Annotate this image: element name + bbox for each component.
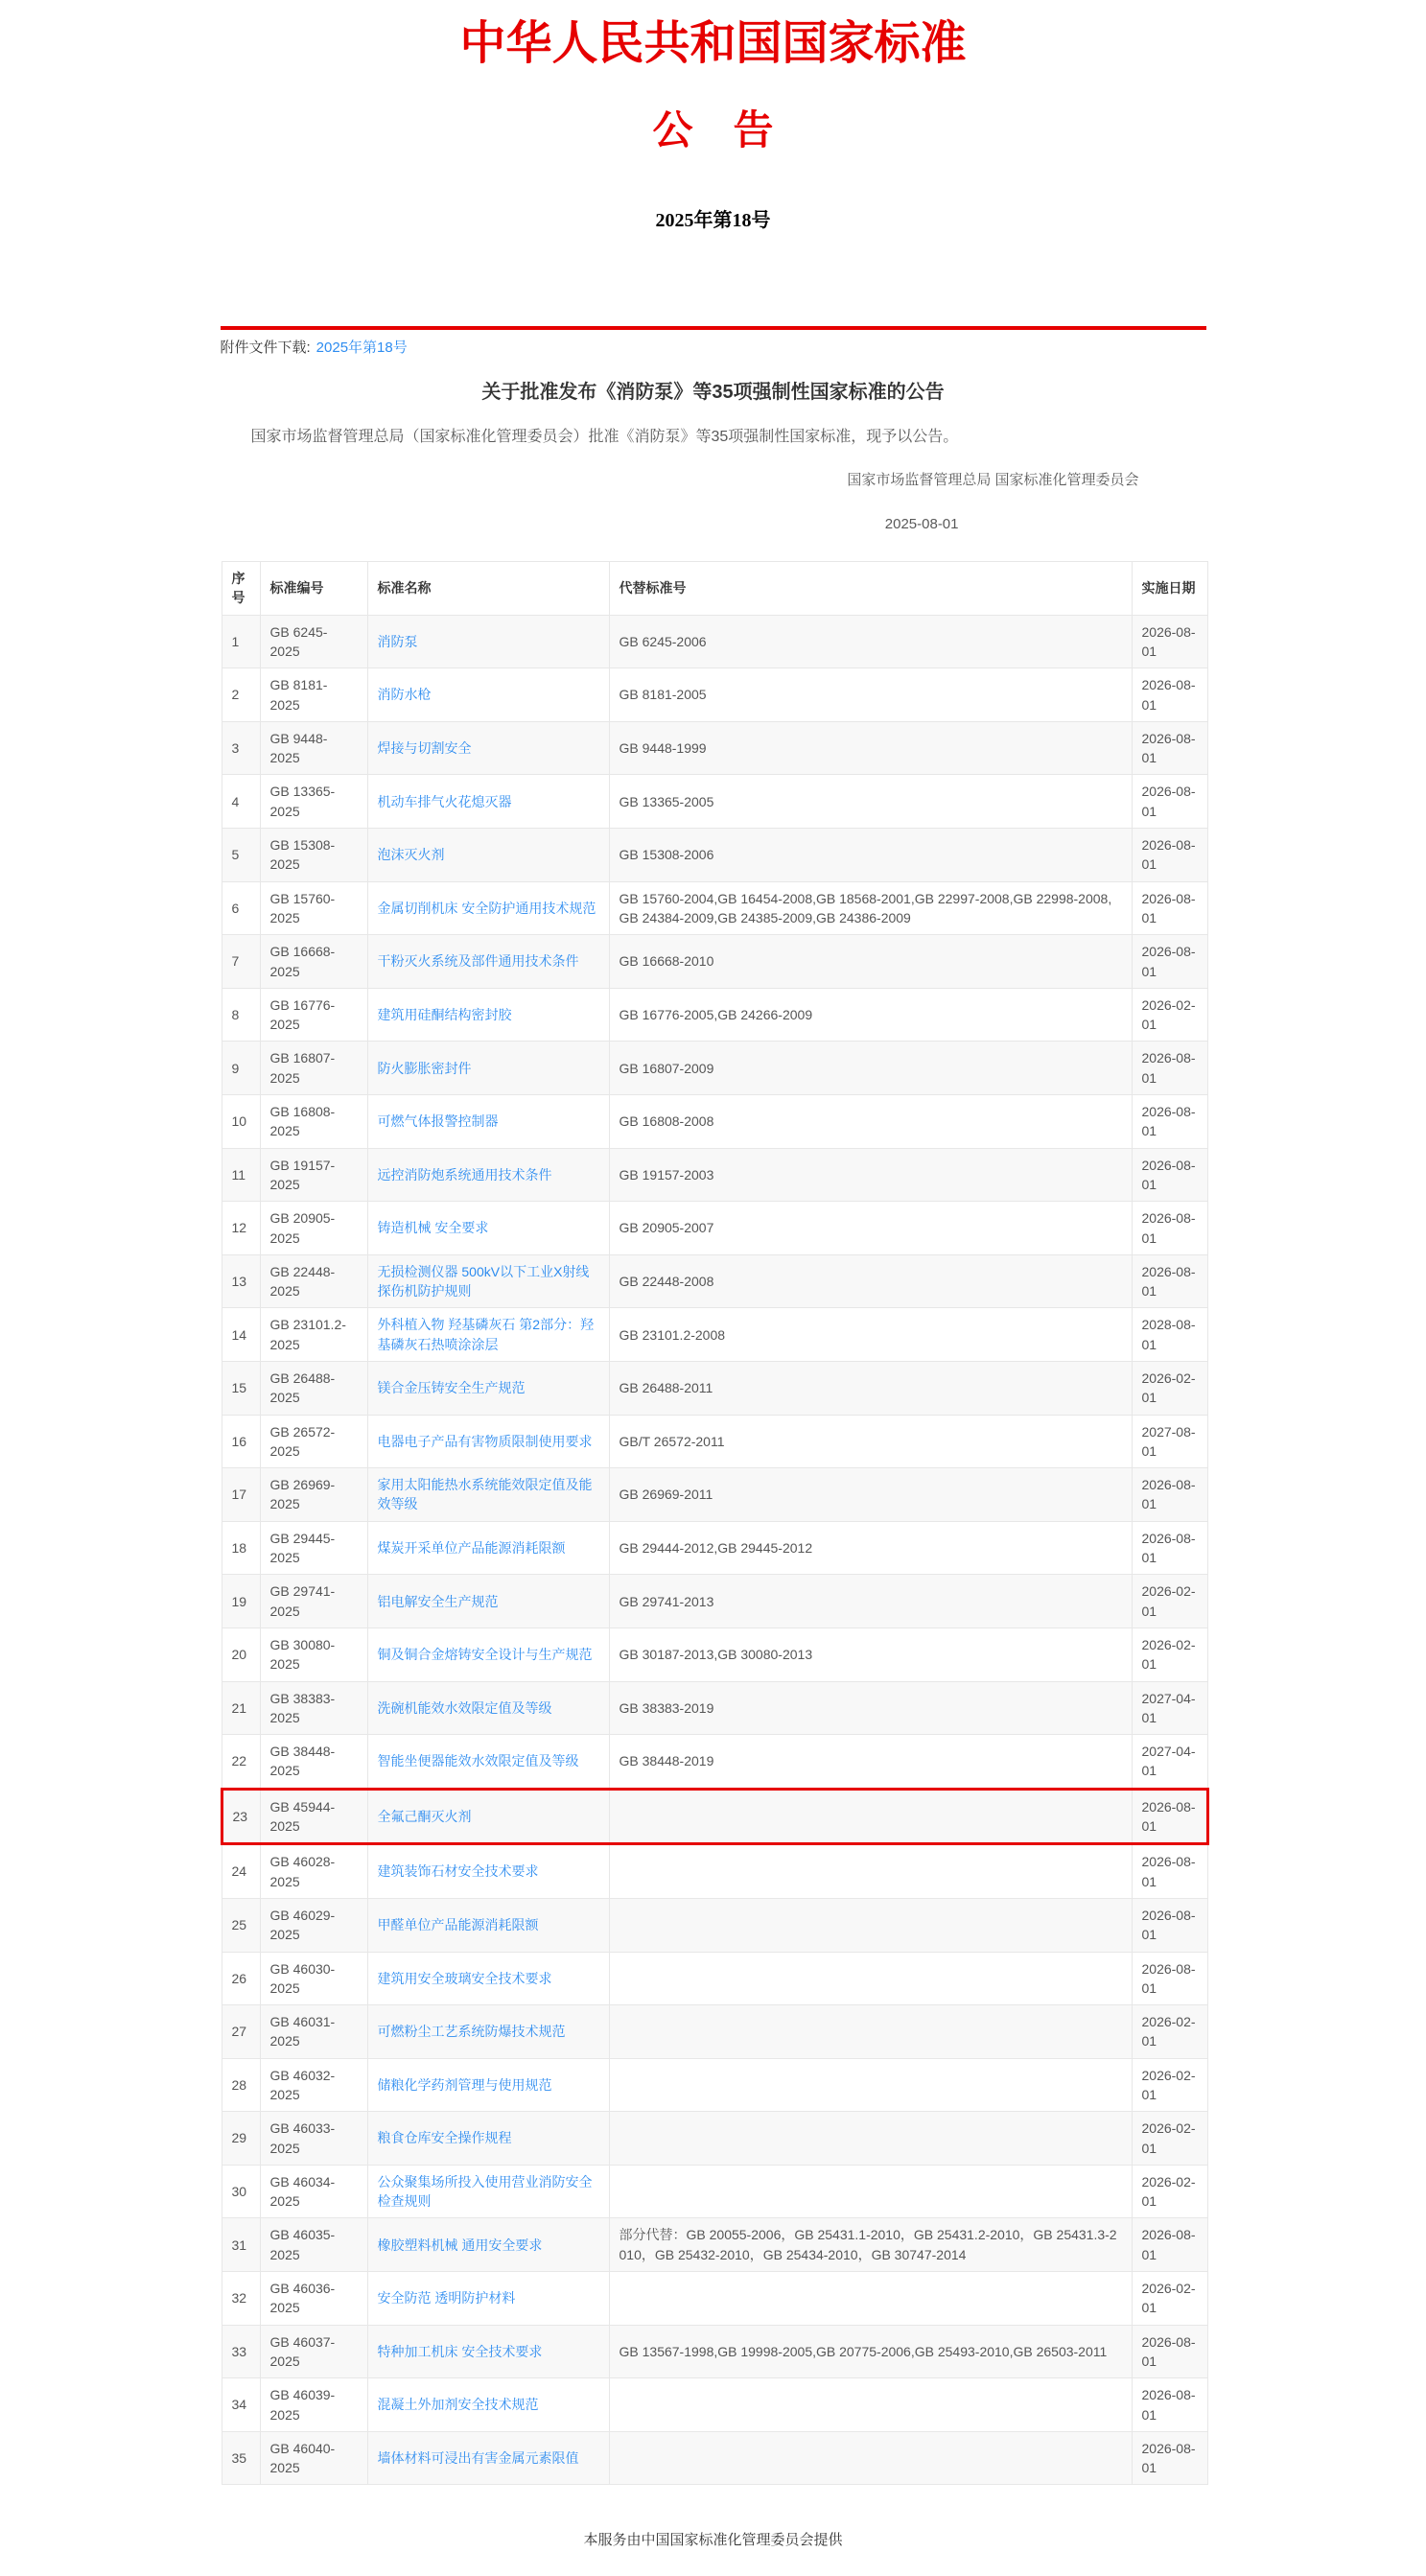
announcement-title: 关于批准发布《消防泵》等35项强制性国家标准的公告 <box>481 382 945 404</box>
standard-code-cell: GB 16808-2025 <box>260 1095 367 1149</box>
standards-table <box>221 561 1209 2485</box>
table-row <box>222 1844 1207 1899</box>
standard-name-link[interactable]: 铜及铜合金熔铸安全设计与生产规范 <box>377 1647 593 1663</box>
issue-number: 2025年第18号 <box>655 210 771 232</box>
standard-name-link[interactable]: 煤炭开采单位产品能源消耗限额 <box>377 1539 566 1556</box>
replaced-standard-cell: GB 16807-2009 <box>609 1042 1132 1095</box>
col-header-date: 实施日期 <box>1132 562 1207 616</box>
row-number-cell: 28 <box>222 2058 260 2112</box>
implementation-date-cell: 2026-08-01 <box>1132 829 1207 882</box>
replaced-standard-cell: GB 16668-2010 <box>609 935 1132 989</box>
replaced-standard-cell <box>609 2058 1132 2112</box>
table-row <box>222 2058 1207 2112</box>
replaced-standard-cell <box>609 2165 1132 2218</box>
row-number-cell: 23 <box>222 1789 260 1844</box>
col-header-replaces: 代替标准号 <box>609 562 1132 616</box>
implementation-date-cell: 2026-08-01 <box>1132 1789 1207 1844</box>
standard-name-link[interactable]: 焊接与切割安全 <box>377 740 472 756</box>
implementation-date-cell: 2026-02-01 <box>1132 2165 1207 2218</box>
col-header-name: 标准名称 <box>367 562 609 616</box>
standard-code-cell: GB 38383-2025 <box>260 1681 367 1735</box>
table-row <box>222 1308 1207 1362</box>
table-row <box>222 881 1207 935</box>
implementation-date-cell: 2026-08-01 <box>1132 935 1207 989</box>
row-number-cell: 14 <box>222 1308 260 1362</box>
standard-code-cell: GB 46034-2025 <box>260 2165 367 2218</box>
table-row <box>222 988 1207 1042</box>
replaced-standard-cell <box>609 1898 1132 1952</box>
implementation-date-cell: 2028-08-01 <box>1132 1308 1207 1362</box>
implementation-date-cell: 2026-02-01 <box>1132 2112 1207 2166</box>
table-row <box>222 1361 1207 1415</box>
row-number-cell: 5 <box>222 829 260 882</box>
table-row <box>222 2431 1207 2485</box>
row-number-cell: 26 <box>222 1952 260 2005</box>
standard-name-link[interactable]: 电器电子产品有害物质限制使用要求 <box>377 1433 593 1449</box>
replaced-standard-cell: GB 13365-2005 <box>609 775 1132 829</box>
row-number-cell: 13 <box>222 1254 260 1308</box>
standard-name-link[interactable]: 粮食仓库安全操作规程 <box>377 2130 512 2146</box>
row-number-cell: 9 <box>222 1042 260 1095</box>
standard-code-cell: GB 15308-2025 <box>260 829 367 882</box>
implementation-date-cell: 2026-08-01 <box>1132 1521 1207 1575</box>
standard-code-cell: GB 30080-2025 <box>260 1628 367 1681</box>
table-row <box>222 1681 1207 1735</box>
implementation-date-cell: 2026-08-01 <box>1132 775 1207 829</box>
standard-name-link[interactable]: 金属切削机床 安全防护通用技术规范 <box>377 900 596 916</box>
replaced-standard-cell: GB 16808-2008 <box>609 1095 1132 1149</box>
row-number-cell: 34 <box>222 2378 260 2432</box>
implementation-date-cell: 2027-04-01 <box>1132 1681 1207 1735</box>
standard-code-cell: GB 20905-2025 <box>260 1202 367 1255</box>
standard-code-cell: GB 19157-2025 <box>260 1148 367 1202</box>
standard-name-link[interactable]: 消防泵 <box>377 633 418 649</box>
row-number-cell: 27 <box>222 2005 260 2059</box>
replaced-standard-cell: GB 20905-2007 <box>609 1202 1132 1255</box>
row-number-cell: 15 <box>222 1361 260 1415</box>
standard-code-cell: GB 45944-2025 <box>260 1789 367 1844</box>
implementation-date-cell: 2027-04-01 <box>1132 1735 1207 1790</box>
table-row <box>222 2218 1207 2272</box>
table-row <box>222 1521 1207 1575</box>
table-row <box>222 1789 1207 1844</box>
table-row <box>222 829 1207 882</box>
table-row <box>222 1148 1207 1202</box>
implementation-date-cell: 2026-08-01 <box>1132 1202 1207 1255</box>
implementation-date-cell: 2026-08-01 <box>1132 1148 1207 1202</box>
row-number-cell: 22 <box>222 1735 260 1790</box>
standard-name-link[interactable]: 可燃气体报警控制器 <box>377 1113 499 1130</box>
implementation-date-cell: 2026-08-01 <box>1132 668 1207 722</box>
standard-code-cell: GB 46039-2025 <box>260 2378 367 2432</box>
table-row <box>222 775 1207 829</box>
replaced-standard-cell: GB 15308-2006 <box>609 829 1132 882</box>
standard-name-link[interactable]: 可燃粉尘工艺系统防爆技术规范 <box>377 2024 566 2040</box>
table-row <box>222 2378 1207 2432</box>
standard-code-cell: GB 16776-2025 <box>260 988 367 1042</box>
replaced-standard-cell: GB/T 26572-2011 <box>609 1415 1132 1468</box>
implementation-date-cell: 2026-08-01 <box>1132 1042 1207 1095</box>
row-number-cell: 20 <box>222 1628 260 1681</box>
row-number-cell: 24 <box>222 1844 260 1899</box>
row-number-cell: 21 <box>222 1681 260 1735</box>
footer-note: 本服务由中国国家标准化管理委员会提供 <box>583 2532 843 2549</box>
standard-name-link[interactable]: 防火膨胀密封件 <box>377 1060 472 1076</box>
standard-code-cell: GB 38448-2025 <box>260 1735 367 1790</box>
replaced-standard-cell <box>609 2005 1132 2059</box>
standard-code-cell: GB 26488-2025 <box>260 1361 367 1415</box>
standard-name-link[interactable]: 远控消防炮系统通用技术条件 <box>377 1166 552 1183</box>
standard-code-cell: GB 46033-2025 <box>260 2112 367 2166</box>
table-row <box>222 721 1207 775</box>
attachment-link[interactable]: 2025年第18号 <box>316 340 408 357</box>
standard-name-link[interactable]: 橡胶塑料机械 通用安全要求 <box>377 2236 543 2253</box>
implementation-date-cell: 2026-02-01 <box>1132 2058 1207 2112</box>
issuer-line: 国家市场监督管理总局 国家标准化管理委员会 <box>847 472 1139 489</box>
implementation-date-cell: 2026-08-01 <box>1132 1952 1207 2005</box>
implementation-date-cell: 2026-02-01 <box>1132 2272 1207 2326</box>
standard-code-cell: GB 46028-2025 <box>260 1844 367 1899</box>
table-row <box>222 1042 1207 1095</box>
replaced-standard-cell: GB 13567-1998,GB 19998-2005,GB 20775-2006,GB 25493-2010,GB 26503-2011 <box>609 2325 1132 2378</box>
row-number-cell: 29 <box>222 2112 260 2166</box>
row-number-cell: 11 <box>222 1148 260 1202</box>
attachment-download-line <box>221 338 1206 359</box>
table-header-row <box>222 562 1207 616</box>
implementation-date-cell: 2026-02-01 <box>1132 1361 1207 1415</box>
implementation-date-cell: 2026-02-01 <box>1132 1628 1207 1681</box>
standard-code-cell: GB 46040-2025 <box>260 2431 367 2485</box>
implementation-date-cell: 2027-08-01 <box>1132 1415 1207 1468</box>
replaced-standard-cell: GB 8181-2005 <box>609 668 1132 722</box>
replaced-standard-cell <box>609 1789 1132 1844</box>
replaced-standard-cell <box>609 2272 1132 2326</box>
standard-code-cell: GB 46029-2025 <box>260 1898 367 1952</box>
row-number-cell: 4 <box>222 775 260 829</box>
row-number-cell: 31 <box>222 2218 260 2272</box>
standard-code-cell: GB 29445-2025 <box>260 1521 367 1575</box>
standard-code-cell: GB 13365-2025 <box>260 775 367 829</box>
replaced-standard-cell <box>609 1844 1132 1899</box>
implementation-date-cell: 2026-08-01 <box>1132 1254 1207 1308</box>
table-row <box>222 668 1207 722</box>
standard-code-cell: GB 46030-2025 <box>260 1952 367 2005</box>
row-number-cell: 35 <box>222 2431 260 2485</box>
row-number-cell: 2 <box>222 668 260 722</box>
implementation-date-cell: 2026-08-01 <box>1132 615 1207 668</box>
standard-code-cell: GB 9448-2025 <box>260 721 367 775</box>
implementation-date-cell: 2026-08-01 <box>1132 1468 1207 1522</box>
table-row <box>222 1952 1207 2005</box>
replaced-standard-cell <box>609 2378 1132 2432</box>
table-row <box>222 2005 1207 2059</box>
standard-code-cell: GB 16668-2025 <box>260 935 367 989</box>
issue-date: 2025-08-01 <box>884 516 959 533</box>
table-row <box>222 2272 1207 2326</box>
replaced-standard-cell: GB 9448-1999 <box>609 721 1132 775</box>
replaced-standard-cell: 部分代替：GB 20055-2006，GB 25431.1-2010，GB 25431.2-2010，GB 25431.3-2010，GB 25432-2010，GB 25434-2010，GB 30747-2014 <box>609 2218 1132 2272</box>
standard-code-cell: GB 29741-2025 <box>260 1575 367 1628</box>
standard-name-link[interactable]: 安全防范 透明防护材料 <box>377 2290 516 2307</box>
standards-table-body <box>222 615 1207 2485</box>
replaced-standard-cell: GB 23101.2-2008 <box>609 1308 1132 1362</box>
implementation-date-cell: 2026-08-01 <box>1132 881 1207 935</box>
row-number-cell: 8 <box>222 988 260 1042</box>
implementation-date-cell: 2026-08-01 <box>1132 2325 1207 2378</box>
replaced-standard-cell: GB 16776-2005,GB 24266-2009 <box>609 988 1132 1042</box>
standard-name-link[interactable]: 混凝土外加剂安全技术规范 <box>377 2397 539 2413</box>
standard-name-link[interactable]: 铝电解安全生产规范 <box>377 1593 499 1609</box>
row-number-cell: 25 <box>222 1898 260 1952</box>
implementation-date-cell: 2026-02-01 <box>1132 2005 1207 2059</box>
implementation-date-cell: 2026-02-01 <box>1132 988 1207 1042</box>
standard-name-link[interactable]: 建筑用安全玻璃安全技术要求 <box>377 1970 552 1986</box>
row-number-cell: 18 <box>222 1521 260 1575</box>
standard-name-link[interactable]: 甲醛单位产品能源消耗限额 <box>377 1917 539 1933</box>
table-row <box>222 1468 1207 1522</box>
table-row <box>222 935 1207 989</box>
implementation-date-cell: 2026-02-01 <box>1132 1575 1207 1628</box>
table-row <box>222 1898 1207 1952</box>
table-row <box>222 2165 1207 2218</box>
replaced-standard-cell: GB 29741-2013 <box>609 1575 1132 1628</box>
replaced-standard-cell: GB 26969-2011 <box>609 1468 1132 1522</box>
row-number-cell: 12 <box>222 1202 260 1255</box>
replaced-standard-cell <box>609 2431 1132 2485</box>
standard-code-cell: GB 46037-2025 <box>260 2325 367 2378</box>
standard-name-link[interactable]: 墙体材料可浸出有害金属元素限值 <box>377 2450 579 2466</box>
implementation-date-cell: 2026-08-01 <box>1132 721 1207 775</box>
implementation-date-cell: 2026-08-01 <box>1132 2378 1207 2432</box>
standard-name-link[interactable]: 全氟己酮灭火剂 <box>377 1808 472 1824</box>
standard-name-link[interactable]: 家用太阳能热水系统能效限定值及能效等级 <box>377 1477 593 1512</box>
standard-name-link[interactable]: 外科植入物 羟基磷灰石 第2部分：羟基磷灰石热喷涂涂层 <box>377 1317 595 1352</box>
col-header-code: 标准编号 <box>260 562 367 616</box>
implementation-date-cell: 2026-08-01 <box>1132 2431 1207 2485</box>
replaced-standard-cell: GB 30187-2013,GB 30080-2013 <box>609 1628 1132 1681</box>
table-row <box>222 2325 1207 2378</box>
standard-name-link[interactable]: 智能坐便器能效水效限定值及等级 <box>377 1753 579 1769</box>
table-row <box>222 1254 1207 1308</box>
standard-code-cell: GB 46031-2025 <box>260 2005 367 2059</box>
replaced-standard-cell: GB 38448-2019 <box>609 1735 1132 1790</box>
replaced-standard-cell: GB 38383-2019 <box>609 1681 1132 1735</box>
implementation-date-cell: 2026-08-01 <box>1132 1898 1207 1952</box>
replaced-standard-cell: GB 29444-2012,GB 29445-2012 <box>609 1521 1132 1575</box>
row-number-cell: 7 <box>222 935 260 989</box>
implementation-date-cell: 2026-08-01 <box>1132 2218 1207 2272</box>
replaced-standard-cell: GB 6245-2006 <box>609 615 1132 668</box>
standard-name-link[interactable]: 铸造机械 安全要求 <box>377 1220 489 1236</box>
standard-code-cell: GB 8181-2025 <box>260 668 367 722</box>
standard-code-cell: GB 15760-2025 <box>260 881 367 935</box>
table-row <box>222 1735 1207 1790</box>
replaced-standard-cell <box>609 2112 1132 2166</box>
replaced-standard-cell: GB 22448-2008 <box>609 1254 1132 1308</box>
replaced-standard-cell: GB 15760-2004,GB 16454-2008,GB 18568-2001,GB 22997-2008,GB 22998-2008,GB 24384-2009,GB 24385-2009,GB 24386-2009 <box>609 881 1132 935</box>
announcement-subtitle: 公 告 <box>652 109 774 154</box>
standard-name-link[interactable]: 镁合金压铸安全生产规范 <box>377 1380 526 1396</box>
standard-name-link[interactable]: 干粉灭火系统及部件通用技术条件 <box>377 953 579 970</box>
table-row <box>222 615 1207 668</box>
standard-name-link[interactable]: 特种加工机床 安全技术要求 <box>377 2343 543 2359</box>
row-number-cell: 6 <box>222 881 260 935</box>
standard-name-link[interactable]: 泡沫灭火剂 <box>377 847 445 863</box>
table-row <box>222 1575 1207 1628</box>
row-number-cell: 3 <box>222 721 260 775</box>
red-divider-rule <box>221 326 1206 330</box>
standard-code-cell: GB 46035-2025 <box>260 2218 367 2272</box>
standard-code-cell: GB 16807-2025 <box>260 1042 367 1095</box>
replaced-standard-cell <box>609 1952 1132 2005</box>
standard-code-cell: GB 26572-2025 <box>260 1415 367 1468</box>
page-title: 中华人民共和国国家标准 <box>459 18 967 69</box>
standard-code-cell: GB 22448-2025 <box>260 1254 367 1308</box>
standard-code-cell: GB 6245-2025 <box>260 615 367 668</box>
standard-name-link[interactable]: 公众聚集场所投入使用营业消防安全检查规则 <box>377 2173 593 2210</box>
standard-name-link[interactable]: 无损检测仪器 500kV以下工业X射线探伤机防护规则 <box>377 1263 590 1300</box>
standard-code-cell: GB 46032-2025 <box>260 2058 367 2112</box>
standard-code-cell: GB 23101.2-2025 <box>260 1308 367 1362</box>
table-row <box>222 1202 1207 1255</box>
row-number-cell: 1 <box>222 615 260 668</box>
standard-name-link[interactable]: 洗碗机能效水效限定值及等级 <box>377 1699 552 1716</box>
standard-name-link[interactable]: 建筑装饰石材安全技术要求 <box>377 1863 539 1880</box>
row-number-cell: 33 <box>222 2325 260 2378</box>
implementation-date-cell: 2026-08-01 <box>1132 1095 1207 1149</box>
row-number-cell: 17 <box>222 1468 260 1522</box>
standard-code-cell: GB 46036-2025 <box>260 2272 367 2326</box>
row-number-cell: 10 <box>222 1095 260 1149</box>
standard-name-link[interactable]: 储粮化学药剂管理与使用规范 <box>377 2076 552 2093</box>
row-number-cell: 32 <box>222 2272 260 2326</box>
standard-name-link[interactable]: 机动车排气火花熄灭器 <box>377 793 512 809</box>
attachment-label: 附件文件下载: <box>220 340 311 357</box>
col-header-no: 序号 <box>222 562 260 616</box>
announcement-body: 国家市场监督管理总局（国家标准化管理委员会）批准《消防泵》等35项强制性国家标准，现予以公告。 <box>250 429 959 446</box>
table-row <box>222 1415 1207 1468</box>
standard-name-link[interactable]: 消防水枪 <box>377 687 432 703</box>
row-number-cell: 30 <box>222 2165 260 2218</box>
replaced-standard-cell: GB 19157-2003 <box>609 1148 1132 1202</box>
row-number-cell: 16 <box>222 1415 260 1468</box>
implementation-date-cell: 2026-08-01 <box>1132 1844 1207 1899</box>
table-row <box>222 1095 1207 1149</box>
replaced-standard-cell: GB 26488-2011 <box>609 1361 1132 1415</box>
table-row <box>222 2112 1207 2166</box>
standard-name-link[interactable]: 建筑用硅酮结构密封胶 <box>377 1006 512 1022</box>
row-number-cell: 19 <box>222 1575 260 1628</box>
table-row <box>222 1628 1207 1681</box>
standard-code-cell: GB 26969-2025 <box>260 1468 367 1522</box>
